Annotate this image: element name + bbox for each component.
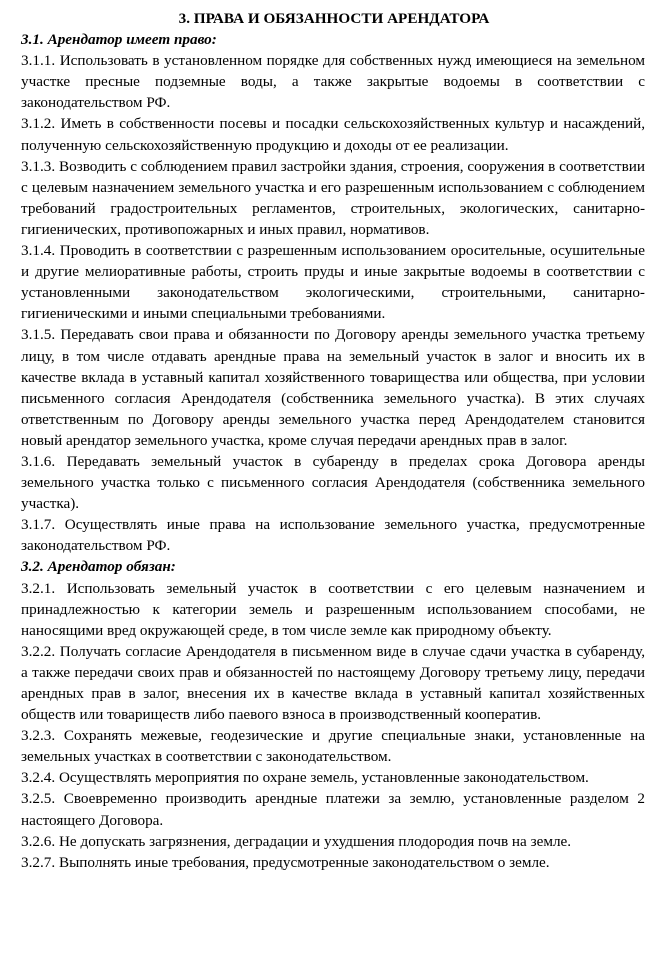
clause-3-2-4: 3.2.4. Осуществлять мероприятия по охране земель, установленные законодательством. xyxy=(21,769,589,787)
section-title: 3. ПРАВА И ОБЯЗАННОСТИ АРЕНДАТОРА xyxy=(178,10,490,27)
subsection-heading-obligations: 3.2. Арендатор обязан: xyxy=(21,558,176,576)
clause-3-2-3: 3.2.3. Сохранять межевые, геодезические и другие специальные знаки, установленные на земельных участках в соответствии с законодательством. xyxy=(21,727,645,766)
clause-3-1-3: 3.1.3. Возводить с соблюдением правил застройки здания, строения, сооружения в соответствии с целевым назначением земельного участка и его разрешенным использованием с соблюдением требований градостроительных регламентов, строительных, экологических, санитарно-гигиенических, противопожарных и иных правил, нормативов. xyxy=(21,157,645,238)
clause-3-1-2: 3.1.2. Иметь в собственности посевы и посадки сельскохозяйственных культур и насаждений, полученную сельскохозяйственную продукцию и доходы от ее реализации. xyxy=(21,115,645,154)
clause-3-2-1: 3.2.1. Использовать земельный участок в соответствии с его целевым назначением и принадлежностью к категории земель и разрешенным использованием способами, не наносящими вред окружающей среде, в том числе земле как природному объекту. xyxy=(21,579,645,639)
clause-3-2-5: 3.2.5. Своевременно производить арендные платежи за землю, установленные разделом 2 настоящего Договора. xyxy=(21,790,645,829)
clause-3-2-6: 3.2.6. Не допускать загрязнения, деградации и ухудшения плодородия почв на земле. xyxy=(21,832,572,850)
clause-3-1-5: 3.1.5. Передавать свои права и обязанности по Договору аренды земельного участка третьему лицу, в том числе отдавать арендные права на земельный участок в залог и вносить их в качестве вклада в уставный капитал хозяйственного товарищества или общества, при условии письменного согласия Арендодателя (собственника земельного участка). В этих случаях ответственным по Договору аренды земельного участка перед Арендодателем становится новый арендатор земельного участка, кроме случая передачи арендных прав в залог. xyxy=(21,326,645,449)
clause-3-2-2: 3.2.2. Получать согласие Арендодателя в письменном виде в случае сдачи участка в субаренду, а также передачи своих прав и обязанностей по настоящему Договору третьему лицу, передачи арендных прав в залог, внесения их в качестве вклада в уставный капитал хозяйственных обществ или товариществ либо паевого взноса в производственный кооператив. xyxy=(21,642,645,724)
clause-3-1-4: 3.1.4. Проводить в соответствии с разрешенным использованием оросительные, осушительные и другие мелиоративные работы, строить пруды и иные закрытые водоемы в соответствии с установленными законодательством экологическими, строительными, санитарно-гигиеническими и иными специальными требованиями. xyxy=(21,242,645,323)
clause-3-1-1: 3.1.1. Использовать в установленном порядке для собственных нужд имеющиеся на земельном участке пресные подземные воды, а также закрытые водоемы в соответствии с законодательством РФ. xyxy=(21,52,645,112)
document-page xyxy=(21,8,645,873)
subsection-heading-rights: 3.1. Арендатор имеет право: xyxy=(21,31,217,49)
clause-3-1-7: 3.1.7. Осуществлять иные права на использование земельного участка, предусмотренные законодательством РФ. xyxy=(21,516,645,555)
clause-3-1-6: 3.1.6. Передавать земельный участок в субаренду в пределах срока Договора аренды земельного участка только с письменного согласия Арендодателя (собственника земельного участка). xyxy=(21,452,645,513)
clause-3-2-7: 3.2.7. Выполнять иные требования, предусмотренные законодательством о земле. xyxy=(21,853,550,871)
